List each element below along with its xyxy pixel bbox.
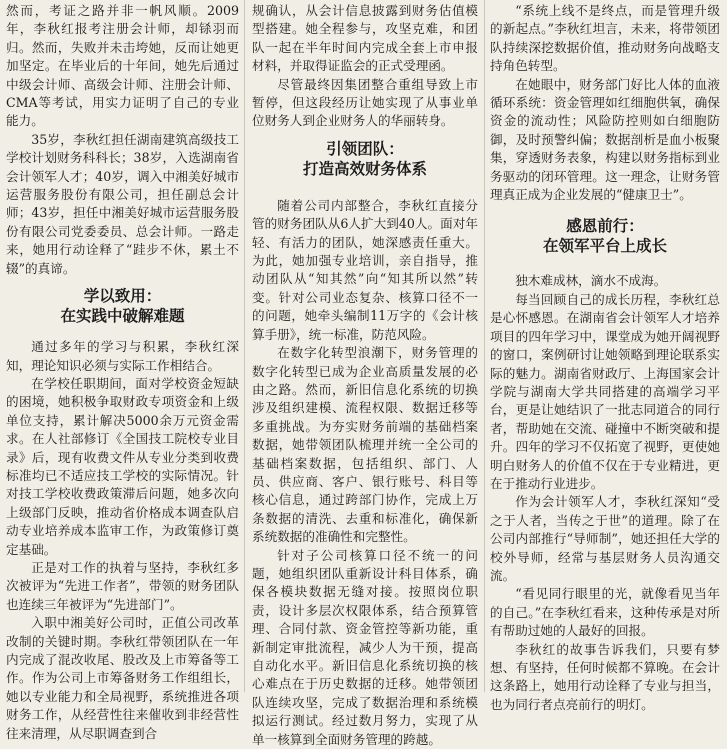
column-divider xyxy=(484,0,485,692)
section-heading-2 xyxy=(252,139,478,179)
section-heading-1 xyxy=(6,286,239,326)
paragraph: “系统上线不是终点，而是管理升级的新起点。”李秋红坦言，未来，将带领团队持续深挖数据价值，推动财务向战略支持角色转型。 xyxy=(490,3,720,74)
paragraph: 入职中湘美好公司时，正值公司改革改制的关键时期。李秋红带领团队在一年内完成了混改收尾、股改及上市筹备等工作。作为公司上市筹备财务工作组组长，她以专业能力和全局视野，系统推进各项财务工作，从经营性往来催收到非经营性往来清理，从尽职调查到合 xyxy=(6,615,239,741)
section-heading-line-1: 感恩前行： xyxy=(566,217,644,236)
paragraph: 35岁，李秋红担任湖南建筑高级技工学校计划财务科科长；38岁，入选湖南省会计领军人才；40岁，调入中湘美好城市运营服务股份有限公司，担任副总会计师；43岁，担任中湘美好城市运营服务股份有限公司党委委员、总会计师。一路走来，她用行动诠释了“跬步不休，累土不辍”的真谛。 xyxy=(6,131,239,276)
paragraph: 作为会计领军人才，李秋红深知“受之于人者，当传之于世”的道理。除了在公司内部推行“导师制”，她还担任大学的校外导师，经常与基层财务人员沟通交流。 xyxy=(490,494,720,583)
paragraph: 随着公司内部整合，李秋红直接分管的财务团队从6人扩大到40人。面对年轻、有活力的团队，她深感责任重大。为此，她加强专业培训，亲自指导，推动团队从“知其然”向“知其所以然”转变。针对公司业态复杂、核算口径不一的问题，她牵头编制11万字的《会计核算手册》，统一标准，防范风险。 xyxy=(252,197,478,342)
paragraph: 在数字化转型浪潮下，财务管理的数字化转型已成为企业高质量发展的必由之路。然而，新旧信息化系统的切换涉及组织建模、流程权限、数据迁移等多重挑战。为夯实财务前端的基础档案数据，她带领团队梳理并统一全公司的基础档案数据，包括组织、部门、人员、供应商、客户、银行账号、科目等核心信息，通过跨部门协作，完成上万条数据的清洗、去重和标准化，确保新系统数据的准确性和完整性。 xyxy=(252,345,478,545)
paragraph: 规确认，从会计信息披露到财务估值模型搭建。她全程参与，攻坚克难，和团队一起在半年时间内完成全套上市申报材料，并取得证监会的正式受理函。 xyxy=(252,3,478,74)
paragraph: “看见同行眼里的光，就像看见当年的自己。”在李秋红看来，这种传承是对所有帮助过她的人最好的回报。 xyxy=(490,586,720,639)
paragraph: 每当回顾自己的成长历程，李秋红总是心怀感恩。在湖南省会计领军人才培养项目的四年学习中，课堂成为她开阔视野的窗口，案例研讨让她领略到理论联系实际的魅力。湖南省财政厅、上海国家会计学院与湖南大学共同搭建的高端学习平台，更是让她结识了一批志同道合的同行者，帮助她在交流、碰撞中不断突破和提升。四年的学习不仅拓宽了视野，更使她明白财务人的价值不仅在于专业精进，更在于推动行业进步。 xyxy=(490,291,720,491)
paragraph: 针对子公司核算口径不统一的问题，她组织团队重新设计科目体系，确保各模块数据无缝对接。按照岗位职责，设计多层次权限体系，结合预算管理、合同付款、资金管控等新功能，重新制定审批流程，减少人为干预，提高自动化水平。新旧信息化系统切换的核心难点在于历史数据的迁移。她带领团队连续攻坚，完成了数据治理和系统模拟运行测试。经过数月努力，实现了从单一核算到全面财务管理的跨越。 xyxy=(252,547,478,747)
section-heading-line-1: 引领团队： xyxy=(326,139,404,158)
section-heading-line-2: 在实践中破解难题 xyxy=(60,307,185,326)
paragraph: 在学校任职期间，面对学校资金短缺的困境，她积极争取财政专项资金和上级单位支持，累计解决5000余万元资金需求。在人社部修订《全国技工院校专业目录》后，现有收费文件从专业分类到收费标准均已不适应技工学校的实际情况。针对技工学校收费政策滞后问题，她多次向上级部门反映，推动省价格成本调查队启动专业培养成本监审工作，为政策修订奠定基础。 xyxy=(6,375,239,557)
article-column-1 xyxy=(6,2,239,743)
paragraph: 在她眼中，财务部门好比人体的血液循环系统：资金管理如红细胞供氧，确保资金的流动性；风险防控则如白细胞防御，及时预警纠偏；数据剖析是血小板聚集，穿透财务表象，构建以财务指标到业务驱动的闭环管理。这一理念，让财务管理真正成为企业发展的“健康卫士”。 xyxy=(490,76,720,203)
section-heading-line-2: 在领军平台上成长 xyxy=(542,237,667,256)
paragraph: 尽管最终因集团整合重组导致上市暂停，但这段经历让她实现了从事业单位财务人到企业财务人的华丽转身。 xyxy=(252,76,478,129)
article-column-2 xyxy=(252,2,478,749)
paragraph: 独木难成林，滴水不成海。 xyxy=(515,273,667,289)
section-heading-line-1: 学以致用： xyxy=(83,287,162,306)
section-heading-3 xyxy=(490,216,720,256)
section-heading-line-2: 打造高效财务体系 xyxy=(302,159,427,178)
paragraph: 正是对工作的执着与坚持，李秋红多次被评为“先进工作者”，带领的财务团队也连续三年被评为“先进部门”。 xyxy=(6,559,239,612)
column-divider xyxy=(244,0,245,692)
paragraph: 然而，考证之路并非一帆风顺。2009年，李秋红报考注册会计师，却铩羽而归。然而，失败并未击垮她，反而让她更加坚定。在毕业后的十年间，她先后通过中级会计师、高级会计师、注册会计师、CMA等考试，用实力证明了自己的专业能力。 xyxy=(6,3,239,129)
paragraph: 李秋红的故事告诉我们，只要有梦想、有坚持，任何时候都不算晚。在会计这条路上，她用行动诠释了专业与担当，也为同行者点亮前行的明灯。 xyxy=(490,641,720,712)
paragraph: 通过多年的学习与积累，李秋红深知，理论知识必须与实际工作相结合。 xyxy=(6,339,239,373)
article-column-3 xyxy=(490,2,720,714)
